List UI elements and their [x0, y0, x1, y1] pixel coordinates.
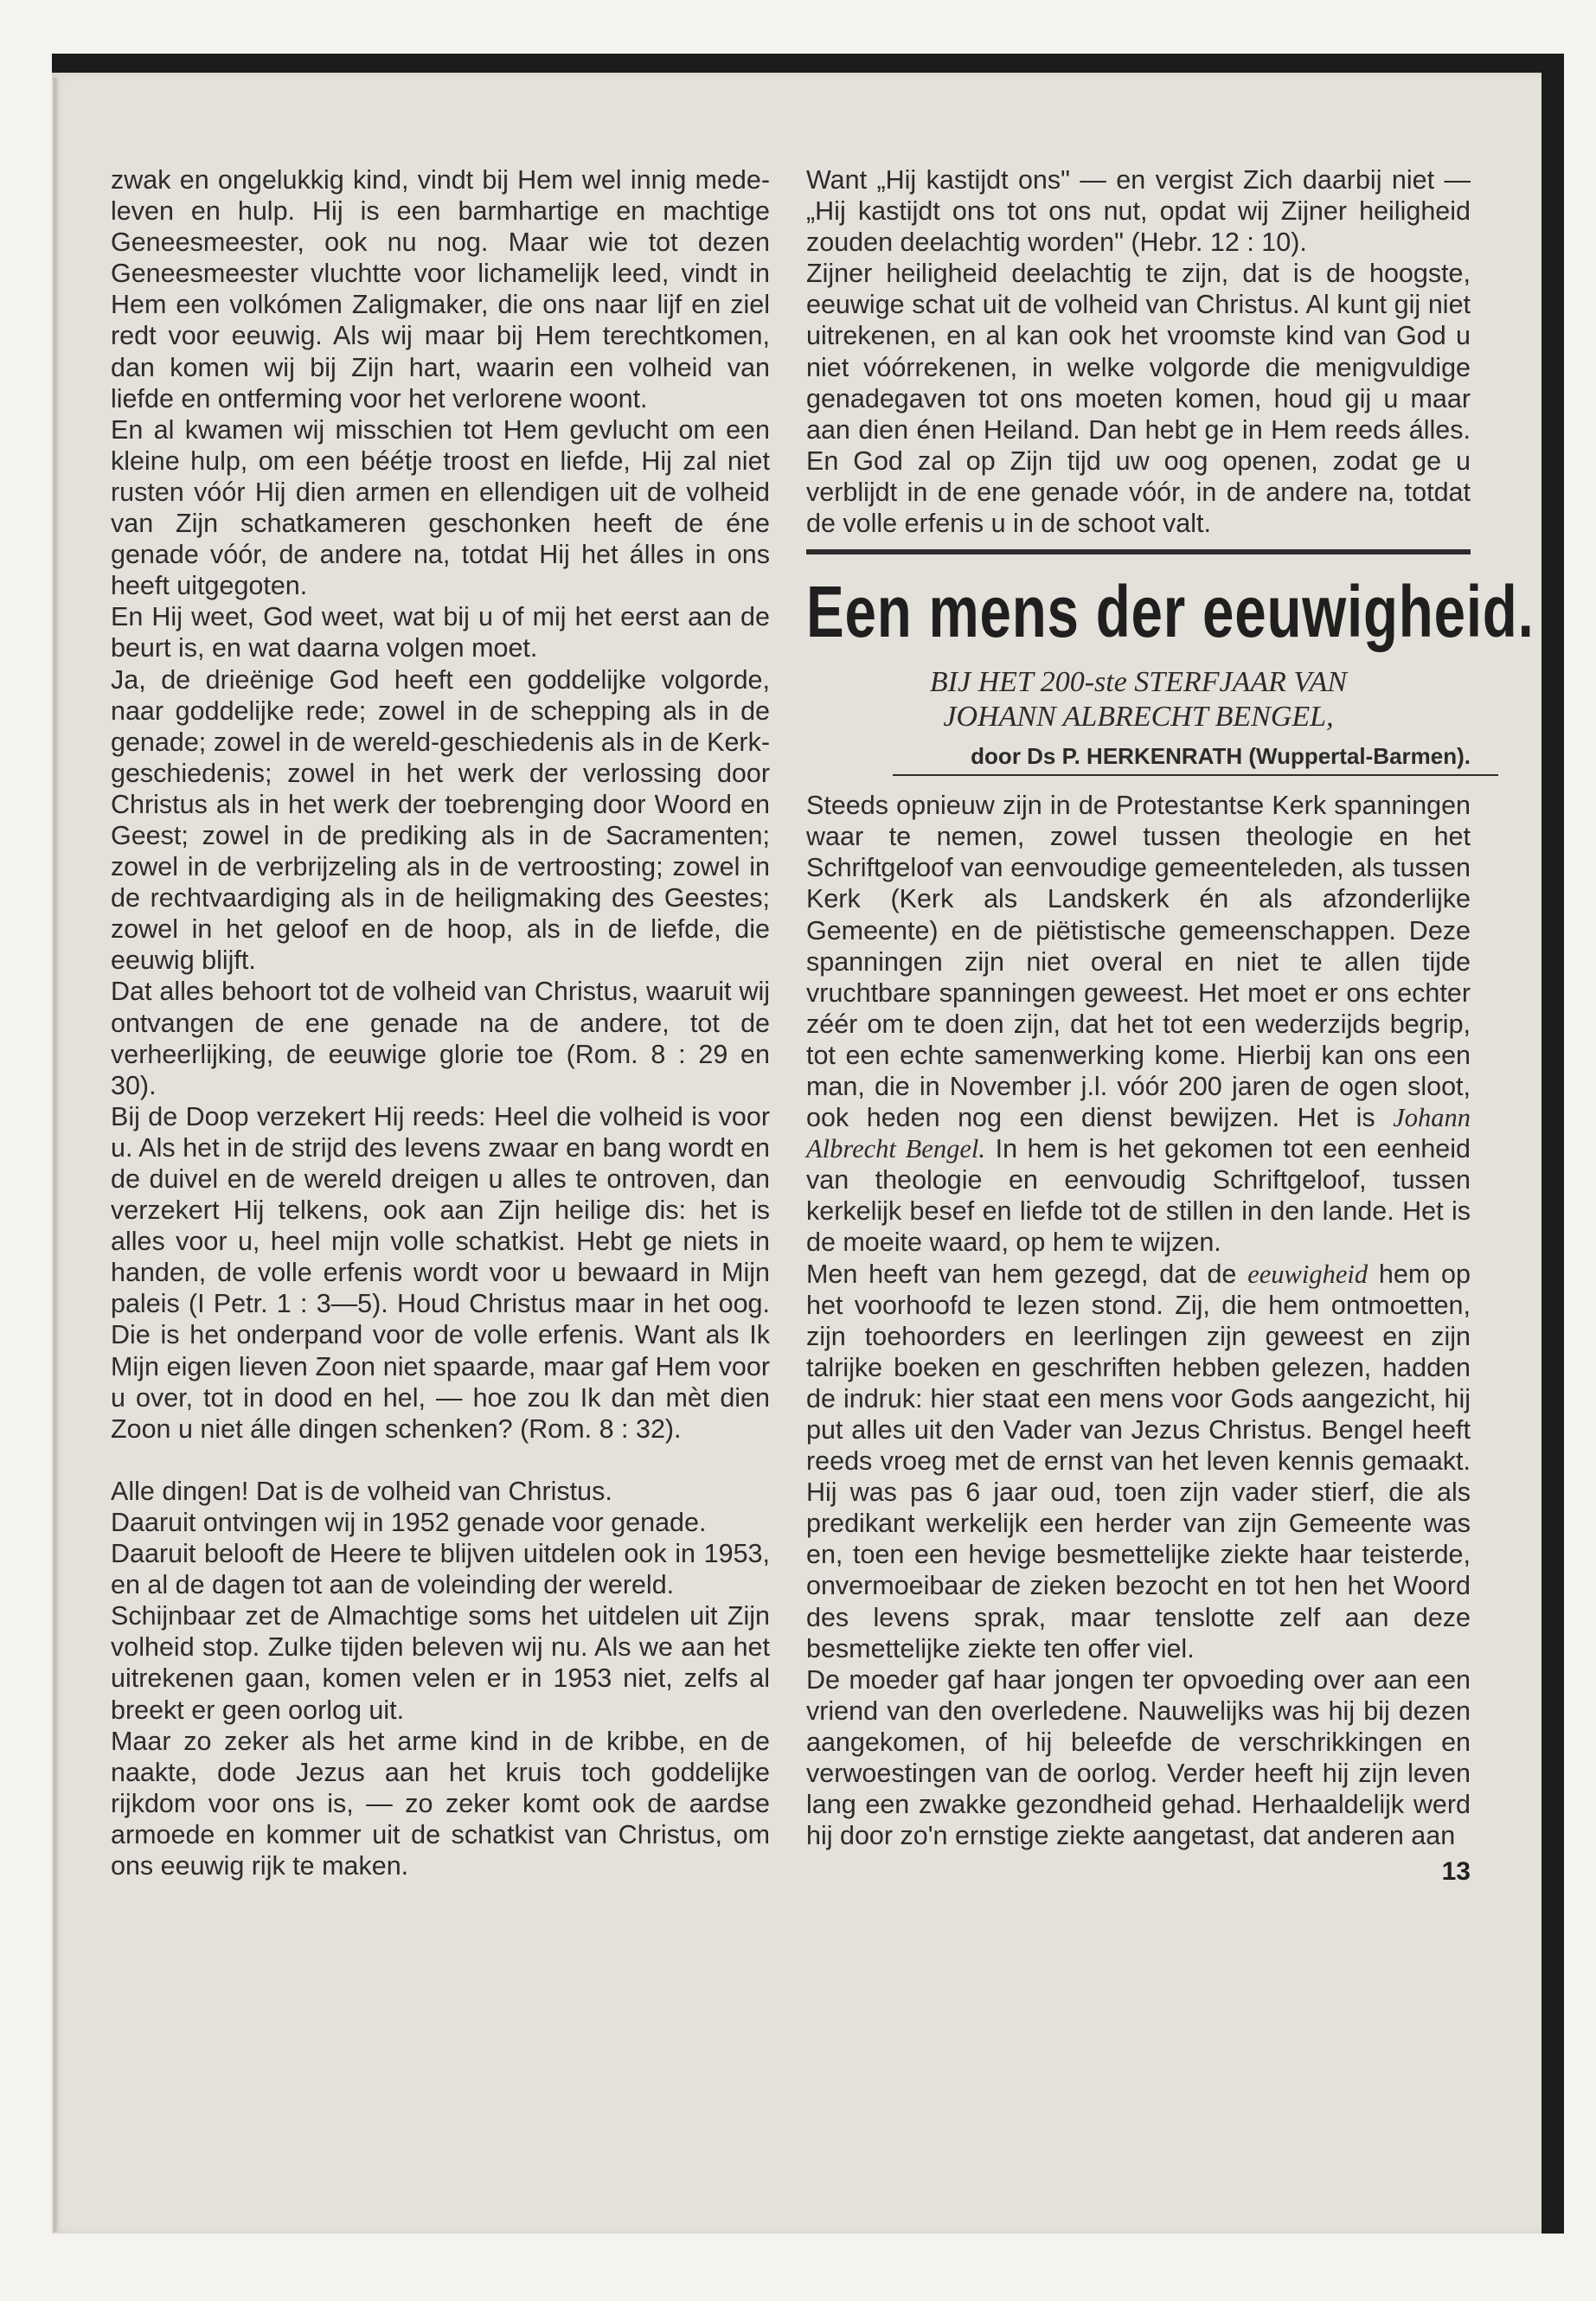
paragraph: zwak en ongelukkig kind, vindt bij Hem wel innig mede-leven en hulp. Hij is een barmhartige en machtige Geneesmeester, ook nu nog. Maar wie tot dezen Geneesmeester vluchtte voor lichamelijk leed, vindt in Hem een volkómen Zaligmaker, die ons naar lijf en ziel redt voor eeuwig. Als wij maar bij Hem terechtkomen, dan komen wij bij Zijn hart, waarin een volheid van liefde en ontferming voor het verlorene woont. [111, 165, 770, 413]
subtitle-line: BIJ HET 200-ste STERFJAAR VAN [929, 666, 1348, 699]
page-number: 13 [1441, 1857, 1471, 1887]
article-subtitle [806, 665, 1471, 734]
paragraph: Alle dingen! Dat is de volheid van Christus. [111, 1476, 612, 1506]
paragraph: En al kwamen wij misschien tot Hem gevlucht om een kleine hulp, om een béétje troost en liefde, Hij zal niet rusten vóór Hij dien armen en ellendigen uit de volheid van Zijn schatkameren geschonken heeft de éne genade vóór, de andere na, totdat Hij het álles in ons heeft uitgegoten. [111, 414, 770, 601]
article-byline: door Ds P. HERKENRATH (Wuppertal-Barmen). [971, 743, 1471, 770]
paragraph: Dat alles behoort tot de volheid van Christus, waaruit wij ontvangen de ene genade na de andere, tot de verheerlijking, de eeuwige glorie toe (Rom. 8 : 29 en 30). [111, 977, 770, 1100]
text-run: hem op het voorhoofd te lezen stond. Zij, die hem ontmoetten, zijn toehoorders en leerlingen zijn geweest en zijn talrijke boeken en geschriften hebben gelezen, hadden de indruk: hier staat een mens voor Gods aangezicht, hij put alles uit den Vader van Jezus Christus. Bengel heeft reeds vroeg met de ernst van het leven kennis gemaakt. Hij was pas 6 jaar oud, toen zijn vader stierf, die als predikant werkelijk een herder van zijn Gemeente was en, toen een hevige besmettelijke ziekte haar teisterde, onvermoeibaar de zieken bezocht en tot hen het Woord des levens sprak, maar tenslotte zelf aan deze besmettelijke ziekte ten offer viel. [806, 1259, 1471, 1663]
paragraph: En Hij weet, God weet, wat bij u of mij het eerst aan de beurt is, en wat daarna volgen moet. [111, 602, 770, 663]
page-edge [54, 78, 59, 2232]
emphasis: eeuwigheid [1247, 1259, 1368, 1289]
blank-line [111, 1445, 770, 1476]
paragraph: Daaruit belooft de Heere te blijven uitdelen ook in 1953, en al de dagen tot aan de voleinding der wereld. [111, 1539, 770, 1600]
paragraph: De moeder gaf haar jongen ter opvoeding over aan een vriend van den overledene. Nauwelijks was hij bij dezen aangekomen, of hij beleefde de verschrikkingen en verwoestingen van de oorlog. Verder heeft hij zijn leven lang een zwakke gezondheid gehad. Herhaaldelijk werd hij door zo'n ernstige ziekte aangetast, dat anderen aan [806, 1664, 1471, 1851]
paragraph: Schijnbaar zet de Almachtige soms het uitdelen uit Zijn volheid stop. Zulke tijden beleven wij nu. Als we aan het uitrekenen gaan, komen velen er in 1953 niet, zelfs al breekt er geen oorlog uit. [111, 1601, 770, 1725]
byline-divider [893, 774, 1498, 776]
right-column [806, 164, 1535, 1888]
subtitle-line: JOHANN ALBRECHT BENGEL, [943, 701, 1334, 734]
left-column [111, 164, 770, 1881]
paragraph: Daaruit ontvingen wij in 1952 genade voor genade. [111, 1507, 707, 1537]
paragraph: Zijner heiligheid deelachtig te zijn, dat is de hoogste, eeuwige schat uit de volheid van Christus. Al kunt gij niet uitrekenen, en al kan ook het vroomste kind van God u niet vóórrekenen, in welke volgorde die menigvuldige genadegaven tot ons moeten komen, houd gij u maar aan dien énen Heiland. Dan hebt ge in Hem reeds álles. En God zal op Zijn tijd uw oog openen, zodat ge u verblijdt in de ene genade vóór, in de andere na, totdat de volle erfenis u in de schoot valt. [806, 259, 1471, 539]
paragraph [806, 790, 1471, 1258]
paragraph: Ja, de drieënige God heeft een goddelijke volgorde, naar goddelijke rede; zowel in de schepping als in de genade; zowel in de wereld-geschiedenis als in de Kerk-geschiedenis; zowel in het werk der verlossing door Christus als in het werk der toebrenging door Woord en Geest; zowel in de prediking als in de Sacramenten; zowel in de verbrijzeling als in de vertroosting; zowel in de rechtvaardiging als in de heiligmaking des Geestes; zowel in het geloof en de hoop, als in de liefde, die eeuwig blijft. [111, 664, 770, 976]
section-divider [806, 549, 1471, 554]
text-run: Men heeft van hem gezegd, dat de [806, 1259, 1248, 1289]
text-run: Steeds opnieuw zijn in de Protestantse Kerk spanningen waar te nemen, zowel tussen theologie en het Schriftgeloof van eenvoudige gemeenteleden, als tussen Kerk (Kerk als Landskerk én als afzonderlijke Gemeente) en de piëtistische gemeenschappen. Deze spanningen zijn niet overal en niet te allen tijde vruchtbare spanningen geweest. Het moet er ons echter zéér om te doen zijn, dat het tot een wederzijds begrip, tot een echte samenwerking kome. Hierbij kan ons een man, die in November j.l. vóór 200 jaren de ogen sloot, ook heden nog een dienst bewijzen. Het is [806, 791, 1471, 1133]
paragraph [806, 1259, 1471, 1664]
text-run: In hem is het gekomen tot een eenheid van theologie en eenvoudig Schriftgeloof, tussen kerkelijk besef en liefde tot de stillen in den lande. Het is de moeite waard, op hem te wijzen. [806, 1134, 1471, 1258]
paragraph: Maar zo zeker als het arme kind in de kribbe, en de naakte, dode Jezus aan het kruis toch goddelijke rijkdom voor ons is, — zo zeker komt ook de aardse armoede en kommer uit de schatkist van Christus, om ons eeuwig rijk te maken. [111, 1726, 770, 1881]
paragraph: Bij de Doop verzekert Hij reeds: Heel die volheid is voor u. Als het in de strijd des levens zwaar en bang wordt en de duivel en de wereld dreigen u alles te ontroven, dan verzekert Hij telkens, ook aan Zijn heilige dis: het is alles voor u, heel mijn volle schatkist. Hebt ge niets in handen, de volle erfenis wordt voor u bewaard in Mijn paleis (I Petr. 1 : 3—5). Houd Christus maar in het oog. Die is het onderpand voor de volle erfenis. Want als Ik Mijn eigen lieven Zoon niet spaarde, maar gaf Hem voor u over, tot in dood en hel, — hoe zou Ik dan mèt dien Zoon u niet álle dingen schenken? (Rom. 8 : 32). [111, 1101, 770, 1444]
article-headline: Een mens der eeuwigheid. [806, 571, 1535, 653]
person-name: Johann Albrecht Bengel. [806, 1103, 1471, 1164]
paragraph: Want „Hij kastijdt ons" — en vergist Zich daarbij niet — „Hij kastijdt ons tot ons nut, opdat wij Zijner heiligheid zouden deelachtig worden" (Hebr. 12 : 10). [806, 165, 1471, 258]
